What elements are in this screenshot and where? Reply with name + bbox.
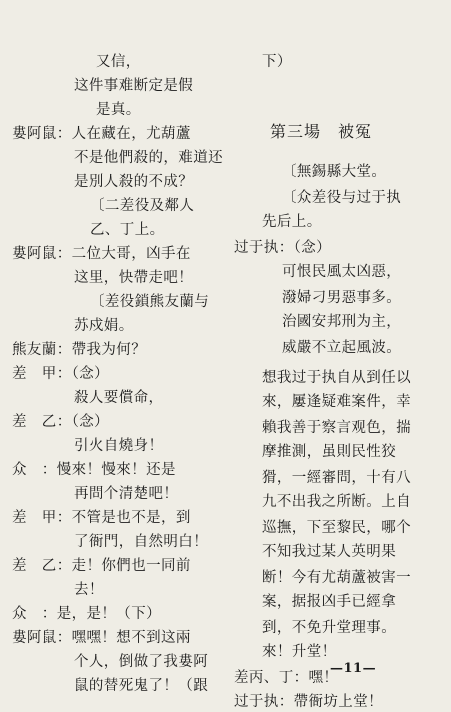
text-line: 这件事难断定是假 (74, 78, 194, 94)
text-line: 到，不免升堂理事。 (262, 620, 397, 636)
speaker-line: 过于执：（念） (234, 240, 332, 256)
text-line: 想我过于执自从到任以 (262, 370, 411, 386)
text-line: 去！ (74, 582, 104, 598)
text-line: 猾，一經審問，十有八 (262, 470, 411, 486)
text-line: 不知我过某人英明果 (262, 544, 397, 560)
scene-heading: 第三場 被冤 (270, 122, 373, 141)
text-line: 又信， (96, 54, 141, 70)
text-line: 案，据报凶手已經拿 (262, 594, 397, 610)
speaker-line: 众 ：慢來！慢來！还是 (12, 462, 176, 478)
stage-direction: 先后上。 (262, 214, 322, 230)
stage-direction: 〔無錫縣大堂。 (282, 164, 387, 180)
verse-line: 治國安邦刑为主， (282, 314, 402, 330)
text-line: 來，屢逢疑难案件，幸 (262, 394, 411, 410)
text-line: 來！升堂！ (262, 644, 337, 660)
speaker-line: 婁阿鼠：嘿嘿！想不到这兩 (12, 630, 191, 646)
text-line: 九不出我之所断。上自 (262, 494, 411, 510)
text-line: 是別人殺的不成？ (74, 174, 194, 190)
page-number: —11— (330, 661, 377, 676)
speaker-line: 差丙、丁：嘿！ (234, 670, 339, 686)
speaker-line: 婁阿鼠：二位大哥，凶手在 (12, 246, 191, 262)
stage-direction: 苏戍娟。 (74, 318, 134, 334)
text-line: 賴我善于察言观色，揣 (262, 420, 411, 436)
speaker-line: 过于执：帶衙坊上堂！ (234, 694, 383, 710)
text-line: 了衙門，自然明白！ (74, 534, 209, 550)
speaker-line: 差 乙：（念） (12, 414, 110, 430)
speaker-line: 众 ：是，是！（下） (12, 606, 161, 622)
text-line: 鼠的替死鬼了！（跟 (74, 678, 209, 694)
text-line: 是真。 (96, 102, 141, 118)
speaker-line: 差 乙：走！你們也一同前 (12, 558, 191, 574)
text-line: 这里，快帶走吧！ (74, 270, 194, 286)
verse-line: 可恨民風太凶惡， (282, 264, 402, 280)
verse-line: 威嚴不立起風波。 (282, 340, 402, 356)
text-line: 再問个清楚吧！ (74, 486, 179, 502)
text-line: 殺人要償命， (74, 390, 164, 406)
text-line: 个人，倒做了我婁阿 (74, 654, 209, 670)
text-line: 巡撫，下至黎民，哪个 (262, 520, 411, 536)
speaker-line: 差 甲：不管是也不是，到 (12, 510, 191, 526)
verse-line: 潑婦刁男惡事多。 (282, 290, 402, 306)
text-line: 摩推測，虽則民性狡 (262, 444, 397, 460)
text-line: 断！今有尤葫蘆被害一 (262, 570, 411, 586)
stage-direction: 〔二差役及鄰人 (90, 198, 195, 214)
speaker-line: 差 甲：（念） (12, 366, 110, 382)
stage-direction: 下） (262, 54, 292, 70)
speaker-line: 熊友蘭：帶我为何？ (12, 342, 147, 358)
stage-direction: 〔差役鎖熊友蘭与 (90, 294, 210, 310)
speaker-line: 婁阿鼠：人在藏在，尤葫蘆 (12, 126, 191, 142)
stage-direction: 乙、丁上。 (90, 222, 165, 238)
text-line: 不是他們殺的，难道还 (74, 150, 223, 166)
text-line: 引火自燒身！ (74, 438, 164, 454)
stage-direction: 〔众差役与过于执 (282, 190, 402, 206)
